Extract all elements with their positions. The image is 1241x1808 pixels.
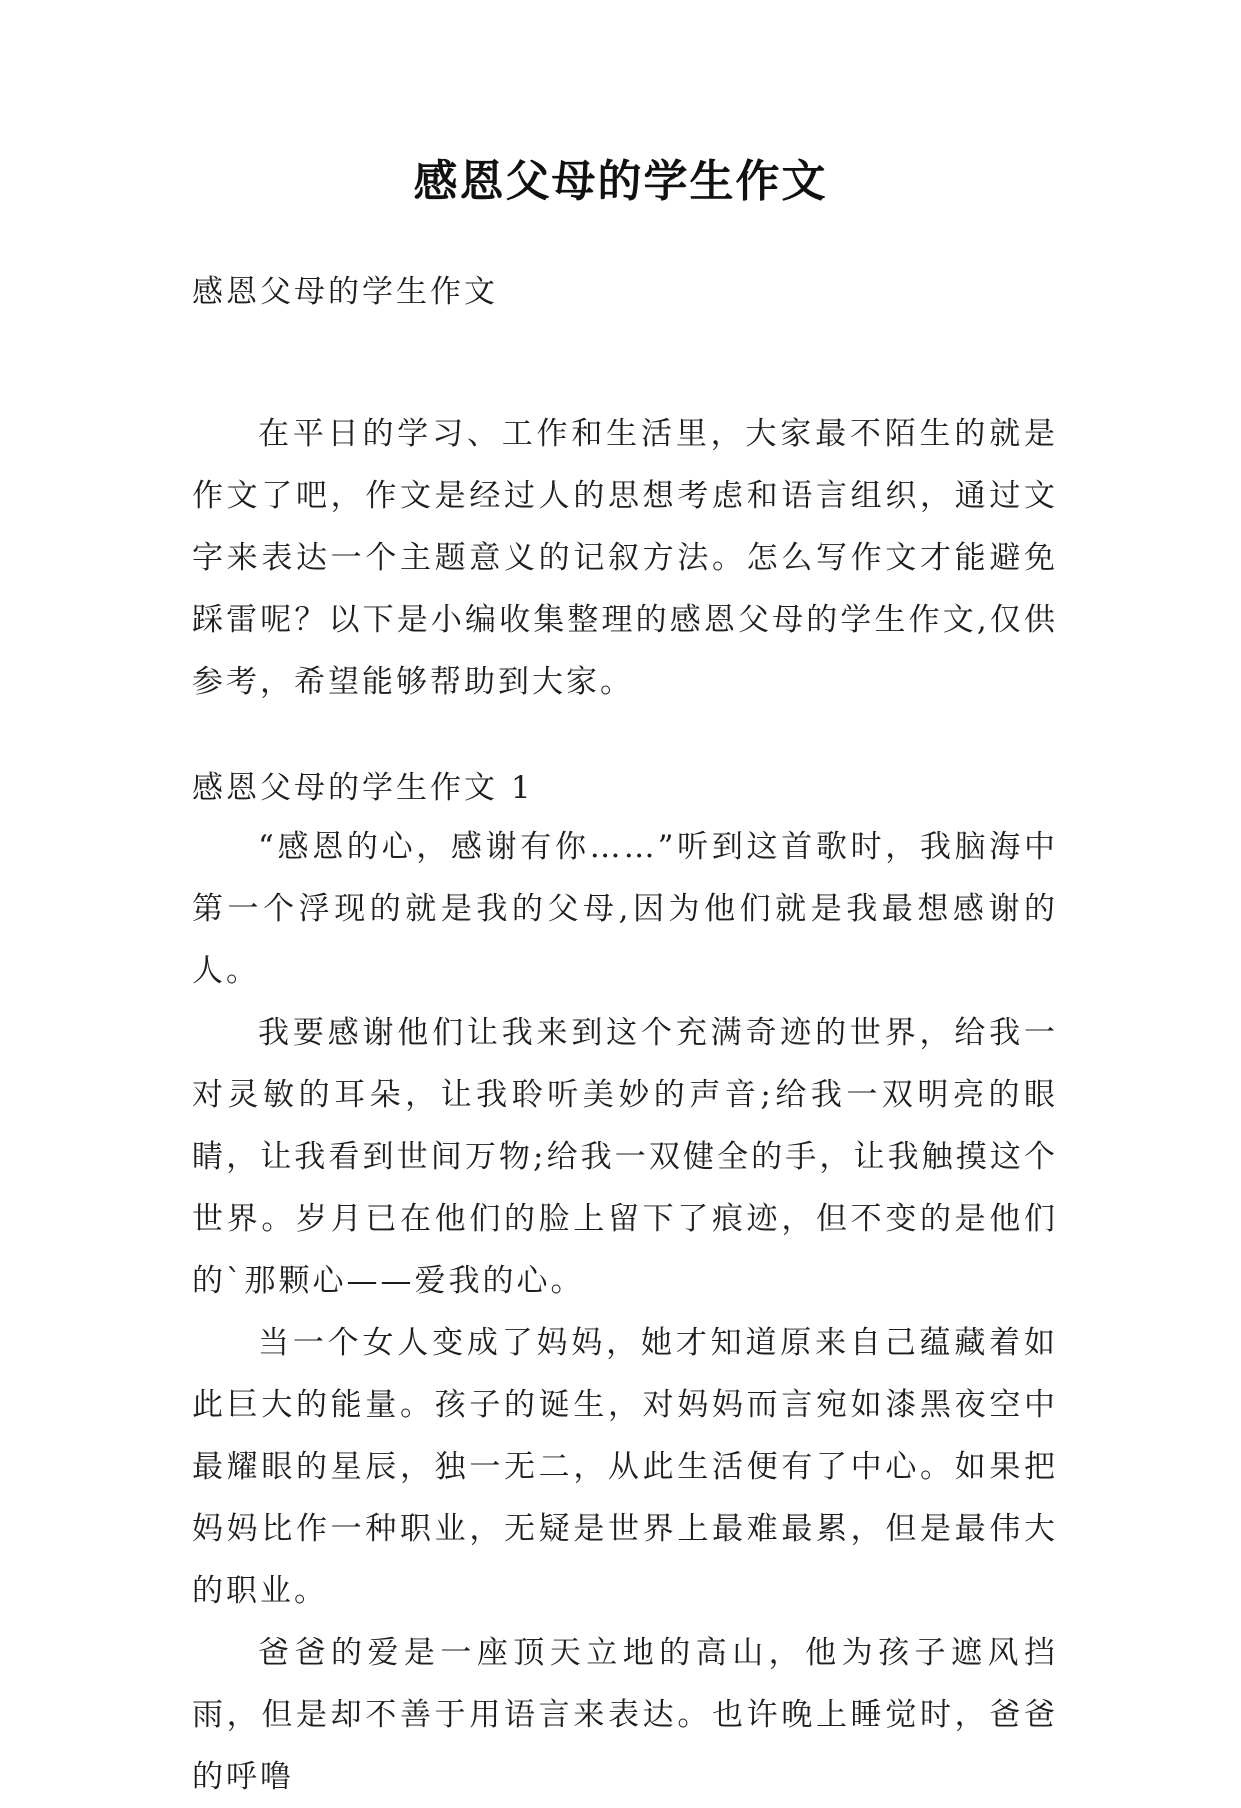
essay-paragraph-1: “感恩的心，感谢有你……”听到这首歌时，我脑海中第一个浮现的就是我的父母,因为他们就是我最想感谢的人。 [192, 829, 1058, 989]
document-title: 感恩父母的学生作文 [413, 156, 828, 207]
essay-paragraph-3: 当一个女人变成了妈妈，她才知道原来自己蕴藏着如此巨大的能量。孩子的诞生，对妈妈而言宛如漆黑夜空中最耀眼的星辰，独一无二，从此生活便有了中心。如果把妈妈比作一种职业，无疑是世界上最难最累，但是最伟大的职业。 [192, 1325, 1058, 1609]
document-subtitle: 感恩父母的学生作文 [192, 274, 498, 310]
essay-paragraph-4: 爸爸的爱是一座顶天立地的高山，他为孩子遮风挡雨，但是却不善于用语言来表达。也许晚上睡觉时，爸爸的呼噜 [192, 1635, 1058, 1795]
section-heading: 感恩父母的学生作文 1 [192, 770, 534, 806]
intro-section [192, 403, 1058, 713]
intro-paragraph: 在平日的学习、工作和生活里，大家最不陌生的就是作文了吧，作文是经过人的思想考虑和语言组织，通过文字来表达一个主题意义的记叙方法。怎么写作文才能避免踩雷呢？以下是小编收集整理的感恩父母的学生作文,仅供参考，希望能够帮助到大家。 [192, 416, 1058, 700]
essay-body [192, 816, 1058, 1808]
essay-paragraph-2: 我要感谢他们让我来到这个充满奇迹的世界，给我一对灵敏的耳朵，让我聆听美妙的声音;给我一双明亮的眼睛，让我看到世间万物;给我一双健全的手，让我触摸这个世界。岁月已在他们的脸上留下了痕迹，但不变的是他们的`那颗心——爱我的心。 [192, 1015, 1058, 1299]
